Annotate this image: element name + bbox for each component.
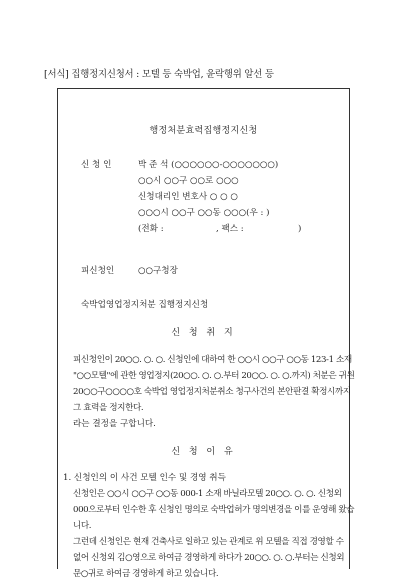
applicant-agent: 신청대리인 변호사 ○ ○ ○ [138, 192, 238, 202]
contact-close: ) [298, 224, 302, 234]
reason-line: 없어 신청외 김○영으로 하여금 경영하게 하다가 20○○. ○. ○.부터는 신청외 [73, 553, 345, 563]
purpose-line: 20○○구○○○○호 숙박업 영업정지처분취소 청구사건의 본안판결 확정시까지 [73, 387, 351, 397]
form-header: [서식] 집행정지신청서 : 모텔 등 숙박업, 윤락행위 알선 등 [44, 69, 274, 80]
respondent-value: ○○구청장 [138, 266, 178, 276]
decision-request: 라는 결정을 구합니다. [73, 419, 156, 429]
reason-line: 그런데 신청인은 현재 건축사로 일하고 있는 관계로 위 모텔을 직접 경영할 수 [73, 537, 344, 547]
applicant-label: 신 청 인 [81, 160, 112, 170]
reason-heading: 신 청 이 유 [171, 447, 236, 457]
reason-item-heading: 1. 신청인의 이 사건 모텔 인수 및 경영 취득 [63, 473, 226, 483]
agent-address: ○○○시 ○○구 ○○동 ○○○(우 : ) [138, 208, 270, 218]
contact-phone: (전화 : [138, 224, 164, 234]
purpose-line: 피신청인이 20○○. ○. ○. 신청인에 대하여 한 ○○시 ○○구 ○○동 123-1 소재 [73, 355, 352, 365]
purpose-heading: 신 청 취 지 [171, 328, 236, 338]
reason-line: 신청인은 ○○시 ○○구 ○○동 000-1 소재 바닐라모텔 20○○. ○. ○. 신청외 [73, 489, 342, 499]
reason-line: 000으로부터 인수한 후 신청인 명의로 숙박업허가 명의변경을 이를 운영해 왔습 [73, 505, 355, 515]
purpose-line: "○○모텔"에 관한 영업정지(20○○. ○. ○.부터 20○○. ○. ○.까지) 처분은 귀원 [73, 371, 355, 381]
applicant-address: ○○시 ○○구 ○○로 ○○○ [138, 176, 239, 186]
respondent-label: 피신청인 [81, 266, 115, 276]
purpose-line: 그 효력을 정지한다. [73, 403, 144, 413]
document-title: 행정처분효력집행정지신청 [149, 126, 258, 136]
contact-fax: , 팩스 : [216, 224, 244, 234]
reason-line: 니다. [73, 521, 92, 531]
reason-line: 문○귀로 하여금 경영하게 하고 있습니다. [73, 569, 219, 579]
applicant-name: 박 준 석 (○○○○○○-○○○○○○○) [138, 160, 279, 170]
case-name: 숙박업영업정지처분 집행정지신청 [81, 300, 209, 310]
document-frame [57, 88, 355, 579]
